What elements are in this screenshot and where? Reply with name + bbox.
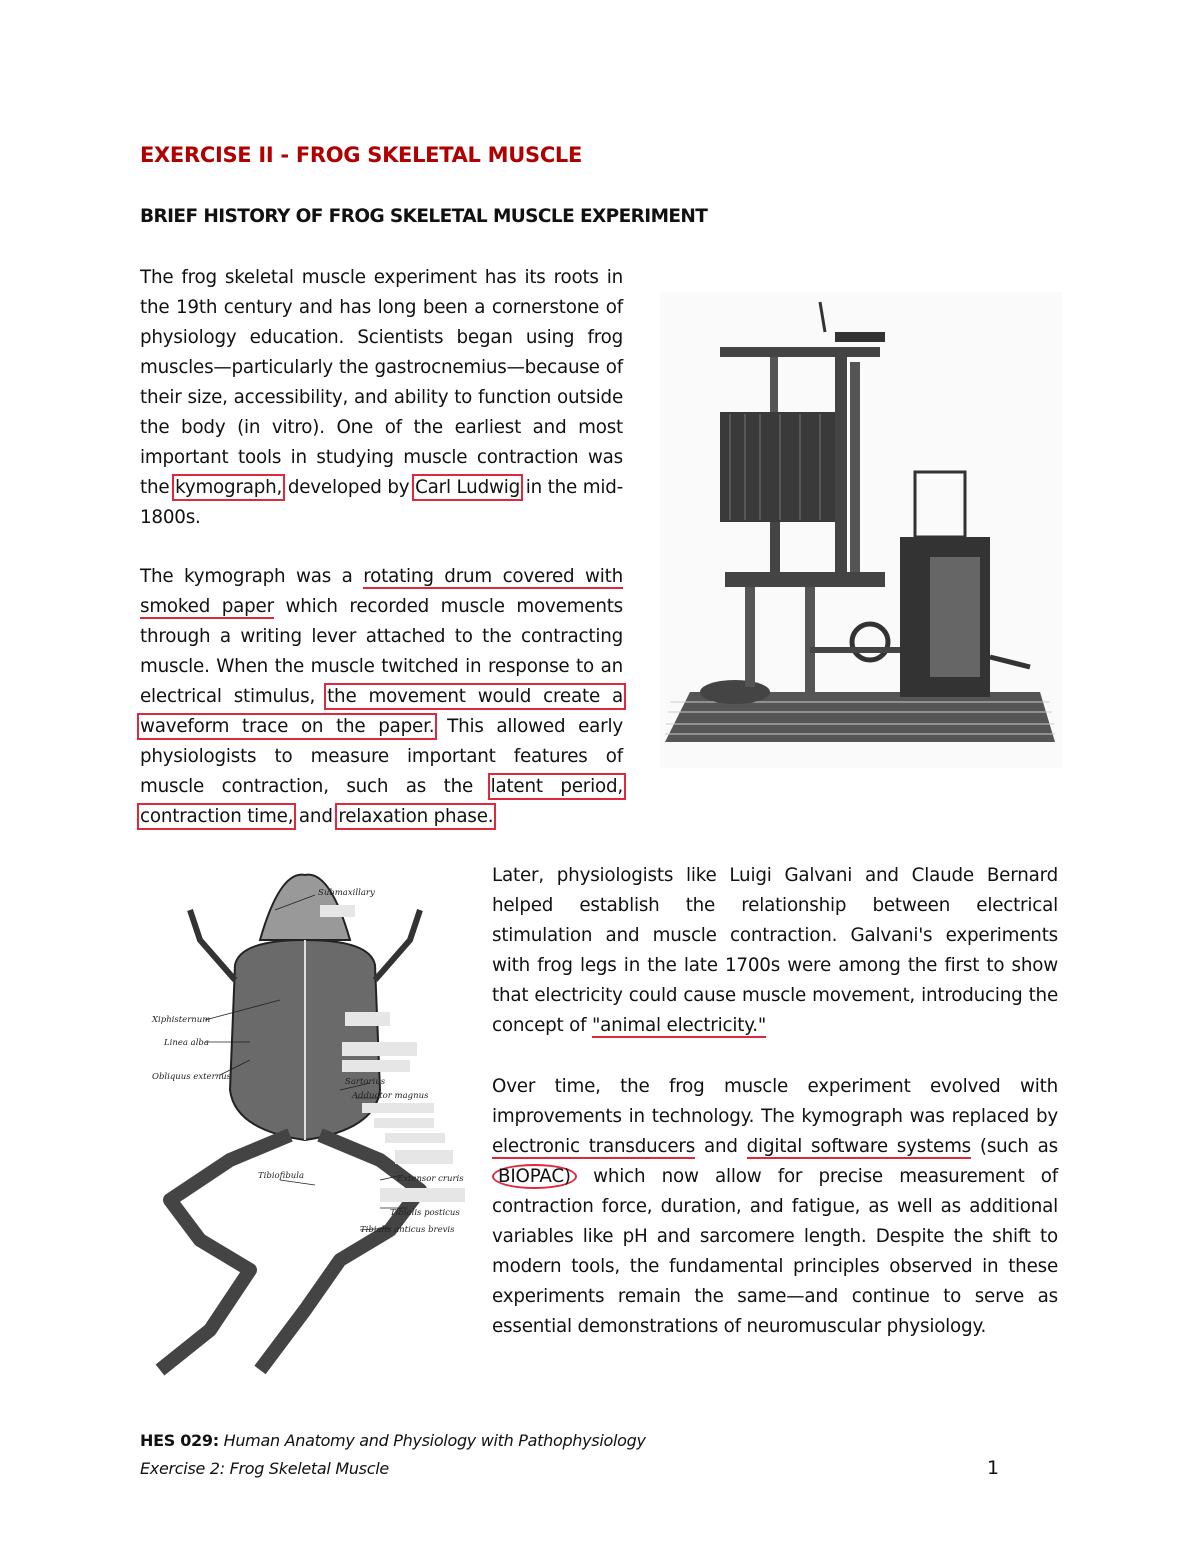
text-segment: developed by <box>282 477 416 498</box>
frog-label: Tibiofibula <box>258 1171 305 1181</box>
frog-label: Tibialis anticus brevis <box>360 1225 455 1235</box>
text-segment: (such as <box>971 1136 1059 1157</box>
section-heading: BRIEF HISTORY OF FROG SKELETAL MUSCLE EXPERIMENT <box>140 206 708 227</box>
frog-label: Sartorius <box>345 1077 386 1087</box>
annotated-text-box: contraction time, <box>140 806 294 827</box>
text-segment: in the mid-1800s. <box>140 477 624 528</box>
footer-course <box>140 1431 646 1450</box>
frog-label: Obliquus externus <box>152 1072 231 1082</box>
kymograph-illustration <box>660 292 1062 768</box>
frog-label: Tibialis posticus <box>390 1208 460 1218</box>
annotated-text-box: the movement would create a waveform trace on the paper. <box>140 686 623 737</box>
annotated-text-box: Carl Ludwig <box>415 477 521 498</box>
text-segment: Later, physiologists like Luigi Galvani and Claude Bernard helped establish the relationship between electrical stimulation and muscle contraction. Galvani's experiments with frog legs in the late 1700s were among the first to show that electricity could cause muscle movement, introducing the concept of <box>492 865 1058 1036</box>
annotated-text-uline: "animal electricity." <box>591 1015 767 1036</box>
text-segment: The frog skeletal muscle experiment has its roots in the 19th century and has long been a cornerstone of physiology education. Scientists began using frog muscles—particularly the gastrocnemius—because of their size, accessibility, and ability to function outside the body (in vitro). One of the earliest and most important tools in studying muscle contraction was the <box>140 267 623 498</box>
paragraph-galvani <box>492 861 1058 1041</box>
annotated-text-box: relaxation phase. <box>338 806 494 827</box>
annotated-text-uline: electronic transducers <box>492 1136 696 1157</box>
annotated-text-box: latent period, <box>490 776 623 797</box>
text-segment: Over time, the frog muscle experiment evolved with improvements in technology. The kymograph was replaced by <box>492 1076 1058 1127</box>
frog-label: Extensor cruris <box>397 1174 464 1184</box>
page-title: EXERCISE II - FROG SKELETAL MUSCLE <box>140 143 583 167</box>
frog-muscle-diagram <box>140 870 480 1380</box>
paragraph-history <box>140 263 623 533</box>
annotated-text-uline: rotating drum covered with smoked paper <box>140 566 623 617</box>
frog-label: Xiphisternum <box>152 1015 211 1025</box>
paragraph-modern-tools <box>492 1072 1058 1342</box>
text-segment: and <box>293 806 339 827</box>
text-segment: which recorded muscle movements through a writing lever attached to the contracting muscle. When the muscle twitched in response to an electrical stimulus, <box>140 596 623 707</box>
annotated-text-box: kymograph, <box>175 477 283 498</box>
text-segment: which now allow for precise measurement of contraction force, duration, and fatigue, as well as additional variables like pH and sarcomere length. Despite the shift to modern tools, the fundamental principles observed in these experiments remain the same—and continue to serve as essential demonstrations of neuromuscular physiology. <box>492 1166 1058 1337</box>
page-number: 1 <box>987 1457 1000 1479</box>
text-segment: The kymograph was a <box>140 566 364 587</box>
paragraph-kymograph <box>140 562 623 832</box>
frog-label: Adductor magnus <box>352 1091 429 1101</box>
footer-exercise: Exercise 2: Frog Skeletal Muscle <box>140 1459 389 1478</box>
frog-label: Linea alba <box>164 1038 209 1048</box>
annotated-text-circle: BIOPAC) <box>492 1164 577 1189</box>
text-segment: This allowed early physiologists to measure important features of muscle contraction, such as the <box>140 716 623 797</box>
text-segment: and <box>695 1136 747 1157</box>
course-code: HES 029: <box>140 1431 219 1450</box>
frog-label: Submaxillary <box>318 888 375 898</box>
course-name: Human Anatomy and Physiology with Pathophysiology <box>223 1431 646 1450</box>
annotated-text-uline: digital software systems <box>746 1136 971 1157</box>
